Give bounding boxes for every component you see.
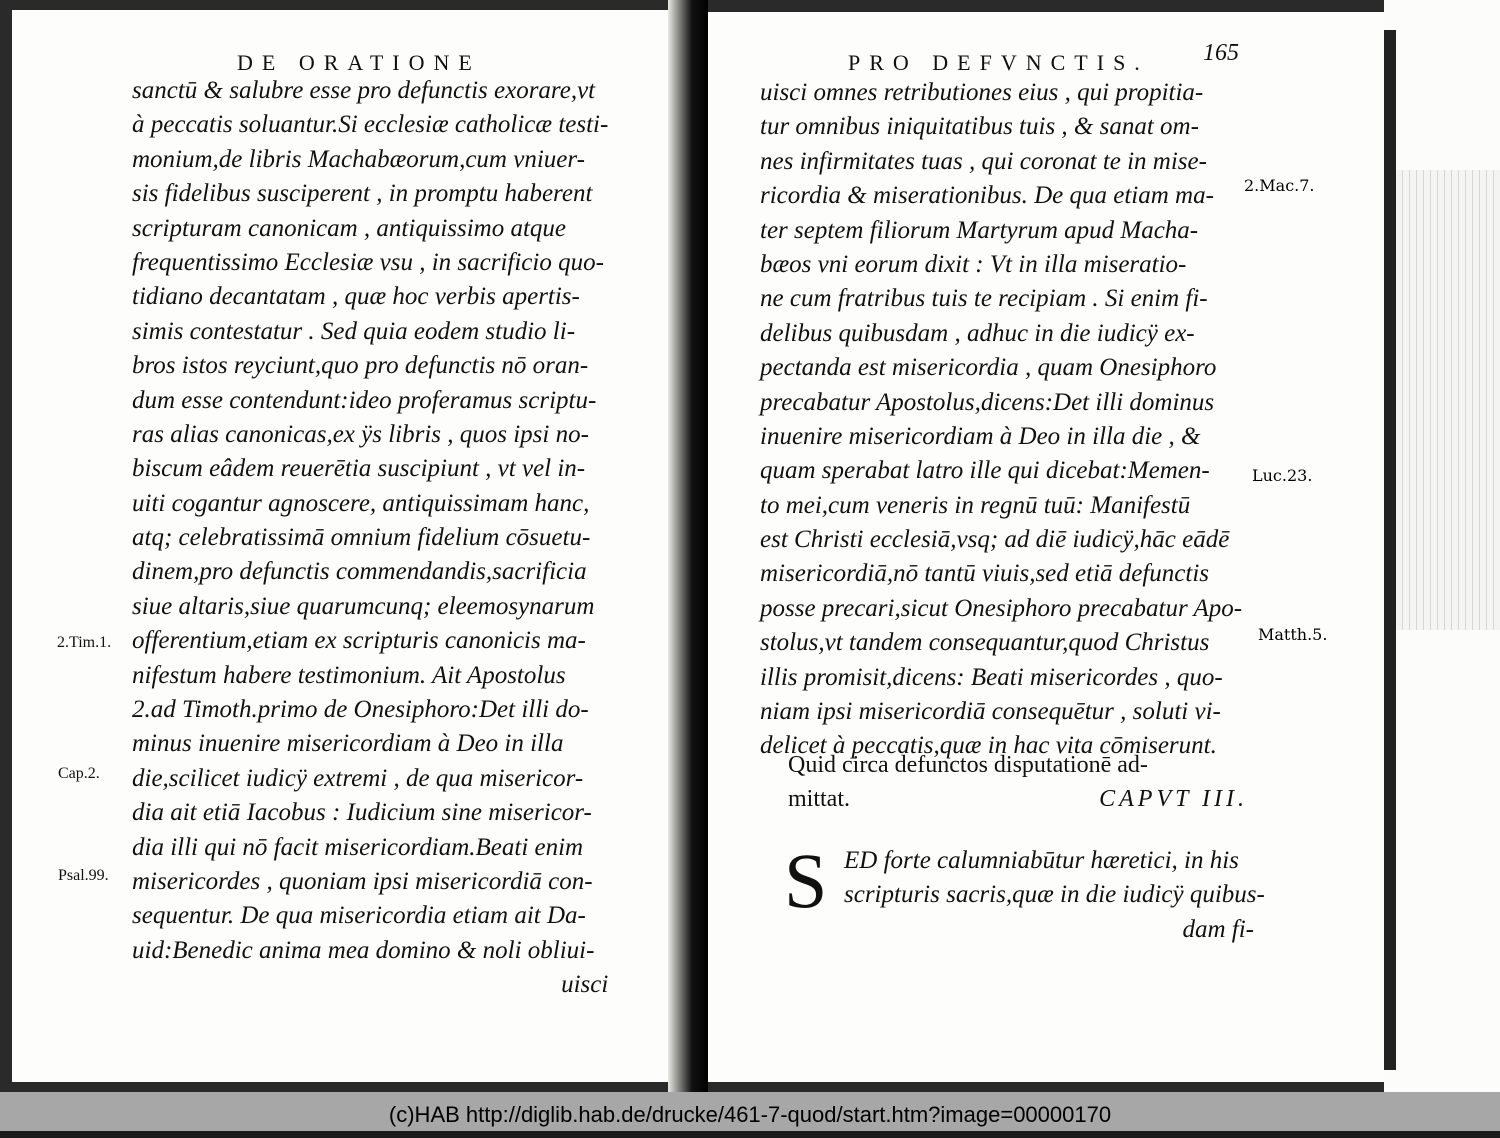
running-head-right: PRO DEFVNCTIS.: [848, 50, 1149, 75]
text-line: atq; celebratissimā omnium fidelium cōsuetu-: [132, 524, 591, 552]
text-line: est Christi ecclesiā,vsq; ad diē iudicÿ,hāc eādē: [760, 526, 1230, 554]
text-line: stolus,vt tandem consequantur,quod Christus: [760, 629, 1210, 657]
text-line: ED forte calumniabūtur hæretici, in his: [844, 847, 1239, 874]
text-line: nifestum habere testimonium. Ait Apostolus: [132, 661, 566, 689]
right-page: [708, 12, 1384, 1082]
text-line: pectanda est misericordia , quam Onesiphoro: [760, 354, 1217, 382]
text-line: biscum eâdem reuerētia suscipiunt , vt vel in-: [132, 455, 586, 483]
margin-note: Cap.2.: [58, 765, 100, 782]
text-line: uiti cogantur agnoscere, antiquissimam hanc,: [132, 489, 590, 517]
text-line: sequentur. De qua misericordia etiam ait Da-: [132, 902, 586, 930]
text-line: delicet à peccatis,quæ in hac vita cōmiserunt.: [760, 732, 1217, 760]
edge-shadow: [1384, 30, 1396, 1070]
text-line: tur omnibus iniquitatibus tuis , & sanat om-: [760, 113, 1199, 141]
chapter-title-row: [788, 782, 1248, 816]
catchword: dam fi-: [1182, 915, 1254, 943]
margin-note: 2.Tim.1.: [57, 634, 112, 651]
margin-note: 2.Mac.7.: [1244, 176, 1315, 195]
chapter-opening: [844, 844, 1265, 947]
text-line: sanctū & salubre esse pro defunctis exorare,vt: [132, 77, 596, 104]
text-line: illis promisit,dicens: Beati misericordes , quo-: [760, 663, 1223, 691]
text-line: dia illi qui nō facit misericordiam.Beati enim: [132, 833, 584, 861]
text-line: sis fidelibus susciperent , in promptu haberent: [132, 180, 593, 208]
text-line: inuenire misericordiam à Deo in illa die , &: [760, 422, 1201, 450]
margin-note: Psal.99.: [58, 867, 109, 884]
page-edge-lines: [1396, 170, 1500, 630]
left-text-block: [132, 74, 608, 1003]
left-page: [12, 10, 668, 1082]
text-line: dia ait etiā Iacobus : Iudicium sine misericor-: [132, 799, 592, 827]
text-line: ras alias canonicas,ex ÿs libris , quos ipsi no-: [132, 420, 589, 448]
text-line: uisci omnes retributiones eius , qui propitia-: [760, 79, 1204, 106]
page-edge: [1244, 0, 1500, 1092]
text-line: misericordes , quoniam ipsi misericordiā con-: [132, 867, 593, 895]
text-line: die,scilicet iudicÿ extremi , de qua misericor-: [132, 764, 584, 792]
catchword: uisci: [561, 971, 609, 999]
text-line: misericordiā,nō tantū viuis,sed etiā defunctis: [760, 560, 1210, 588]
right-text-block: [760, 76, 1242, 764]
text-line: ter septem filiorum Martyrum apud Macha-: [760, 216, 1199, 244]
margin-note: Matth.5.: [1258, 625, 1328, 644]
text-line: dinem,pro defunctis commendandis,sacrificia: [132, 558, 587, 586]
text-line: scripturam canonicam , antiquissimo atque: [132, 214, 567, 242]
gutter: [668, 0, 708, 1092]
text-line: uid:Benedic anima mea domino & noli obliui-: [132, 936, 595, 964]
text-line: minus inuenire misericordiam à Deo in illa: [132, 730, 564, 758]
chapter-label: CAPVT III.: [1099, 786, 1248, 812]
text-line: monium,de libris Machabæorum,cum vniuer-: [132, 145, 585, 173]
chapter-title-line: mittat.: [788, 786, 850, 812]
text-line: to mei,cum veneris in regnū tuū: Manifestū: [760, 491, 1191, 519]
text-line: nes infirmitates tuas , qui coronat te in mise-: [760, 147, 1207, 175]
footer-credit: (c)HAB http://diglib.hab.de/drucke/461-7-quod/start.htm?image=00000170: [0, 1092, 1500, 1131]
text-line: à peccatis soluantur.Si ecclesiæ catholicæ testi-: [132, 111, 609, 139]
drop-cap: S: [784, 837, 828, 924]
text-line: frequentissimo Ecclesiæ vsu , in sacrificio quo-: [132, 248, 604, 276]
text-line: scripturis sacris,quæ in die iudicÿ quibus-: [844, 881, 1265, 909]
text-line: niam ipsi misericordiā consequētur , soluti vi-: [760, 698, 1221, 726]
chapter-heading: [788, 748, 1248, 816]
text-line: precabatur Apostolus,dicens:Det illi dominus: [760, 388, 1215, 416]
text-line: 2.ad Timoth.primo de Onesiphoro:Det illi do-: [132, 696, 589, 724]
text-line: bros istos reyciunt,quo pro defunctis nō oran-: [132, 352, 589, 380]
text-line: dum esse contendunt:ideo proferamus scriptu-: [132, 386, 597, 414]
page-number: 165: [1203, 40, 1239, 66]
running-head-left: DE ORATIONE: [237, 50, 481, 75]
text-line: ricordia & miserationibus. De qua etiam ma-: [760, 182, 1214, 210]
text-line: siue altaris,siue quarumcunq; eleemosynarum: [132, 592, 595, 620]
text-line: bæos vni eorum dixit : Vt in illa miseratio-: [760, 250, 1187, 278]
text-line: offerentium,etiam ex scripturis canonicis ma-: [132, 627, 586, 655]
margin-note: Luc.23.: [1252, 466, 1313, 485]
text-line: posse precari,sicut Onesiphoro precabatur Apo-: [760, 594, 1243, 622]
text-line: simis contestatur . Sed quia eodem studio li-: [132, 317, 576, 345]
text-line: tidiano decantatam , quæ hoc verbis apertis-: [132, 283, 580, 311]
text-line: ne cum fratribus tuis te recipiam . Si enim fi-: [760, 285, 1208, 313]
text-line: quam sperabat latro ille qui dicebat:Memen-: [760, 457, 1210, 485]
text-line: delibus quibusdam , adhuc in die iudicÿ ex-: [760, 319, 1195, 347]
chapter-title-line: Quid circa defunctos disputationē ad-: [788, 752, 1148, 778]
